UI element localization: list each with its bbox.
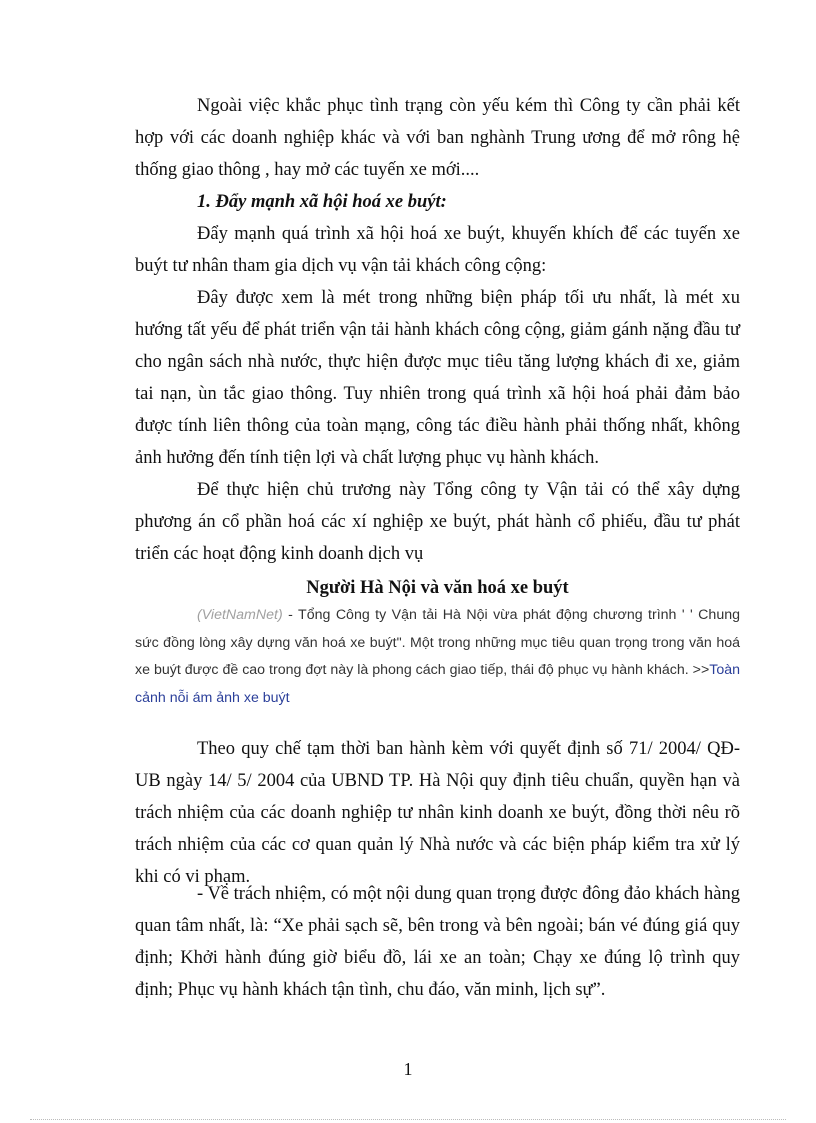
news-body: - Tổng Công ty Vận tải Hà Nội vừa phát động chương trình ' ' Chung sức đồng lòng xây dựng văn hoá xe buýt". Một trong những mục tiêu quan trọng trong văn hoá xe buýt được đề cao trong đợt này là phong cách giao tiếp, thái độ phục vụ hành khách. >> (135, 607, 740, 678)
paragraph-b: Đây được xem là mét trong những biện pháp tối ưu nhất, là mét xu hướng tất yếu để phát triển vận tải hành khách công cộng, giảm gánh nặng đầu tư cho ngân sách nhà nước, thực hiện được mục tiêu tăng lượng khách đi xe, giảm tai nạn, ùn tắc giao thông. Tuy nhiên trong quá trình xã hội hoá phải đảm bảo được tính liên thông của toàn mạng, công tác điều hành phải thống nhất, không ảnh hưởng đến tính tiện lợi và chất lượng phục vụ hành khách. (135, 288, 740, 468)
news-link[interactable]: Toàn cảnh nỗi ám ảnh xe buýt (135, 662, 740, 706)
body-block-3 (135, 878, 740, 1006)
paragraph-e: - Về trách nhiệm, có một nội dung quan trọng được đông đảo khách hàng quan tâm nhất, là: “Xe phải sạch sẽ, bên trong và bên ngoài; bán vé đúng giá quy định; Khởi hành đúng giờ biểu đồ, lái xe an toàn; Chạy xe đúng lộ trình quy định; Phục vụ hành khách tận tình, chu đáo, văn minh, lịch sự”. (135, 884, 740, 1000)
paragraph-intro: Ngoài việc khắc phục tình trạng còn yếu kém thì Công ty cần phải kết hợp với các doanh nghiệp khác và với ban nghành Trung ương để mở rông hệ thống giao thông , hay mở các tuyến xe mới.... (135, 96, 740, 180)
section-heading: 1. Đẩy mạnh xã hội hoá xe buýt: (197, 192, 447, 212)
news-title: Người Hà Nội và văn hoá xe buýt (306, 578, 569, 598)
news-excerpt (135, 602, 740, 712)
paragraph-a: Đẩy mạnh quá trình xã hội hoá xe buýt, khuyến khích để các tuyến xe buýt tư nhân tham gia dịch vụ vận tải khách công cộng: (135, 224, 740, 276)
page-number: 1 (403, 1059, 413, 1079)
body-block-2 (135, 733, 740, 893)
body-block-1 (135, 218, 740, 570)
news-source: (VietNamNet) (197, 607, 283, 623)
intro-block (135, 90, 740, 186)
news-paragraph (135, 602, 740, 712)
paragraph-d: Theo quy chế tạm thời ban hành kèm với quyết định số 71/ 2004/ QĐ-UB ngày 14/ 5/ 2004 của UBND TP. Hà Nội quy định tiêu chuẩn, quyền hạn và trách nhiệm của các doanh nghiệp tư nhân kinh doanh xe buýt, đồng thời nêu rõ trách nhiệm của các cơ quan quản lý Nhà nước và các biện pháp kiểm tra xử lý khi có vi phạm. (135, 739, 740, 887)
page-bottom-divider (30, 1119, 786, 1120)
paragraph-c: Để thực hiện chủ trương này Tổng công ty Vận tải có thể xây dựng phương án cổ phần hoá các xí nghiệp xe buýt, phát hành cổ phiếu, đầu tư phát triển các hoạt động kinh doanh dịch vụ (135, 480, 740, 564)
